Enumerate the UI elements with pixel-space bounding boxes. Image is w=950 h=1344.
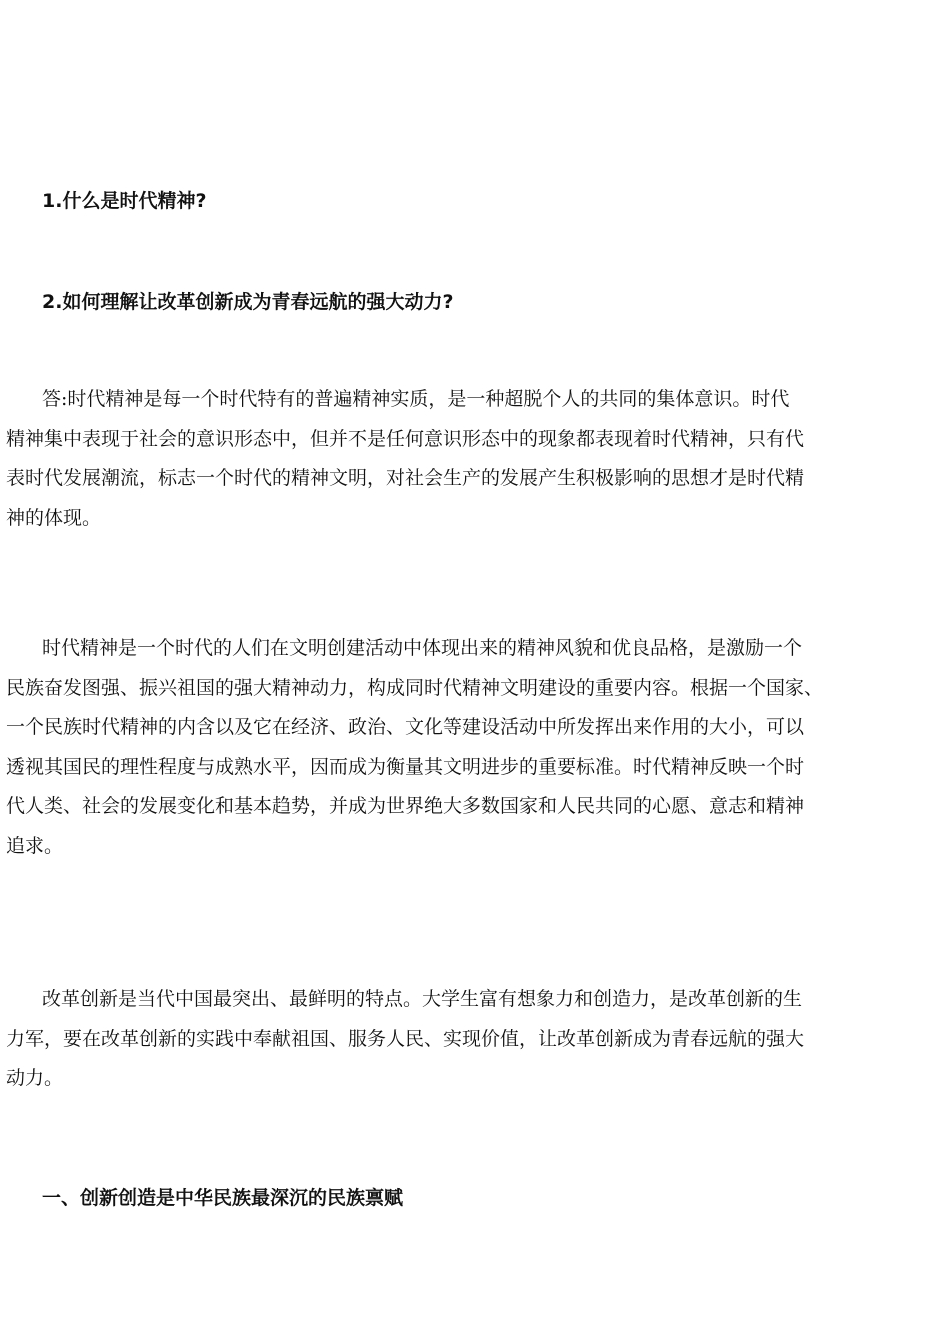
question-2: 2.如何理解让改革创新成为青春远航的强大动力? [42,291,454,313]
paragraph-line: 追求。 [6,834,64,857]
paragraph-line: 透视其国民的理性程度与成熟水平，因而成为衡量其文明进步的重要标准。时代精神反映一个时 [6,755,805,778]
paragraph-line: 一个民族时代精神的内含以及它在经济、政治、文化等建设活动中所发挥出来作用的大小，可以 [6,716,805,739]
paragraph-line: 民族奋发图强、振兴祖国的强大精神动力，构成同时代精神文明建设的重要内容。根据一个国家、 [6,676,824,699]
paragraph-line: 力军，要在改革创新的实践中奉献祖国、服务人民、实现价值，让改革创新成为青春远航的强大 [6,1027,805,1050]
paragraph-line: 神的体现。 [6,506,102,529]
answer-paragraph-3 [6,980,950,1099]
paragraph-line: 表时代发展潮流，标志一个时代的精神文明，对社会生产的发展产生积极影响的思想才是时代精 [6,467,805,490]
paragraph-line: 答:时代精神是每一个时代特有的普遍精神实质，是一种超脱个人的共同的集体意识。时代 [42,388,790,410]
question-1: 1.什么是时代精神? [42,190,207,212]
answer-paragraph-1 [6,380,950,538]
paragraph-line: 精神集中表现于社会的意识形态中，但并不是任何意识形态中的现象都表现着时代精神，只有代 [6,427,805,450]
paragraph-line: 动力。 [6,1067,64,1090]
section-heading: 一、创新创造是中华民族最深沉的民族禀赋 [42,1187,404,1209]
paragraph-line: 代人类、社会的发展变化和基本趋势，并成为世界绝大多数国家和人民共同的心愿、意志和精神 [6,795,805,818]
paragraph-line: 时代精神是一个时代的人们在文明创建活动中体现出来的精神风貌和优良品格，是激励一个 [42,637,803,659]
paragraph-line: 改革创新是当代中国最突出、最鲜明的特点。大学生富有想象力和创造力，是改革创新的生 [42,988,803,1010]
answer-paragraph-2 [6,629,950,867]
